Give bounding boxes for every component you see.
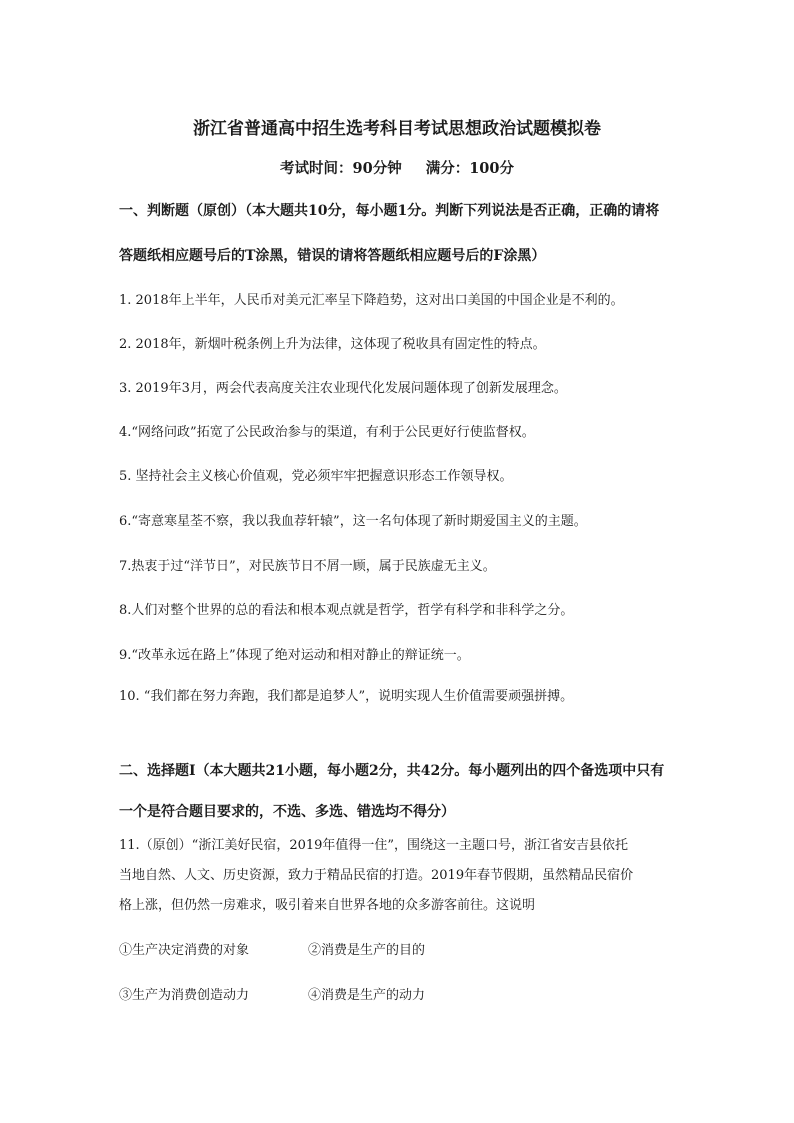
judgment-item: 3. 2019年3月，两会代表高度关注农业现代化发展问题体现了创新发展理念。 bbox=[119, 381, 567, 396]
exam-info bbox=[0, 157, 794, 178]
judgment-item: 1. 2018年上半年，人民币对美元汇率呈下降趋势，这对出口美国的中国企业是不利的。 bbox=[119, 293, 624, 308]
judgment-item: 2. 2018年，新烟叶税条例上升为法律，这体现了税收具有固定性的特点。 bbox=[119, 337, 546, 352]
document-title: 浙江省普通高中招生选考科目考试思想政治试题模拟卷 bbox=[193, 119, 601, 139]
judgment-item: 4.“网络问政”拓宽了公民政治参与的渠道，有利于公民更好行使监督权。 bbox=[119, 425, 535, 440]
judgment-item: 8.人们对整个世界的总的看法和根本观点就是哲学，哲学有科学和非科学之分。 bbox=[119, 603, 574, 618]
question-11-line: 当地自然、人文、历史资源，致力于精品民宿的打造。2019年春节假期，虽然精品民宿价 bbox=[119, 868, 634, 883]
judgment-item: 6.“寄意寒星荃不察，我以我血荐轩辕”，这一名句体现了新时期爱国主义的主题。 bbox=[119, 514, 587, 529]
judgment-item: 7.热衷于过“洋节日”，对民族节日不屑一顾，属于民族虚无主义。 bbox=[119, 559, 496, 574]
judgment-item: 10. “我们都在努力奔跑，我们都是追梦人”，说明实现人生价值需要顽强拼搏。 bbox=[119, 689, 574, 704]
exam-score: 满分：100分 bbox=[425, 160, 514, 177]
judgment-item: 5. 坚持社会主义核心价值观，党必须牢牢把握意识形态工作领导权。 bbox=[119, 469, 513, 484]
option-2: ②消费是生产的目的 bbox=[308, 943, 426, 958]
section1-heading-line1: 一、判断题（原创）（本大题共10分，每小题1分。判断下列说法是否正确，正确的请将 bbox=[119, 203, 660, 219]
option-3: ③生产为消费创造动力 bbox=[119, 988, 250, 1003]
option-4: ④消费是生产的动力 bbox=[308, 988, 426, 1003]
judgment-item: 9.“改革永远在路上”体现了绝对运动和相对静止的辩证统一。 bbox=[119, 648, 470, 663]
section1-heading-line2: 答题纸相应题号后的T涂黑，错误的请将答题纸相应题号后的F涂黑） bbox=[119, 248, 546, 264]
section2-heading-line2: 一个是符合题目要求的，不选、多选、错选均不得分） bbox=[119, 804, 455, 820]
exam-time: 考试时间：90分钟 bbox=[280, 160, 402, 177]
section2-heading-line1: 二、选择题Ⅰ（本大题共21小题，每小题2分，共42分。每小题列出的四个备选项中只有 bbox=[119, 763, 665, 779]
question-11-line: 11.（原创）“浙江美好民宿，2019年值得一住”，围绕这一主题口号，浙江省安吉县依托 bbox=[119, 838, 629, 853]
question-11-line: 格上涨，但仍然一房难求，吸引着来自世界各地的众多游客前往。这说明 bbox=[119, 898, 536, 913]
option-1: ①生产决定消费的对象 bbox=[119, 943, 250, 958]
